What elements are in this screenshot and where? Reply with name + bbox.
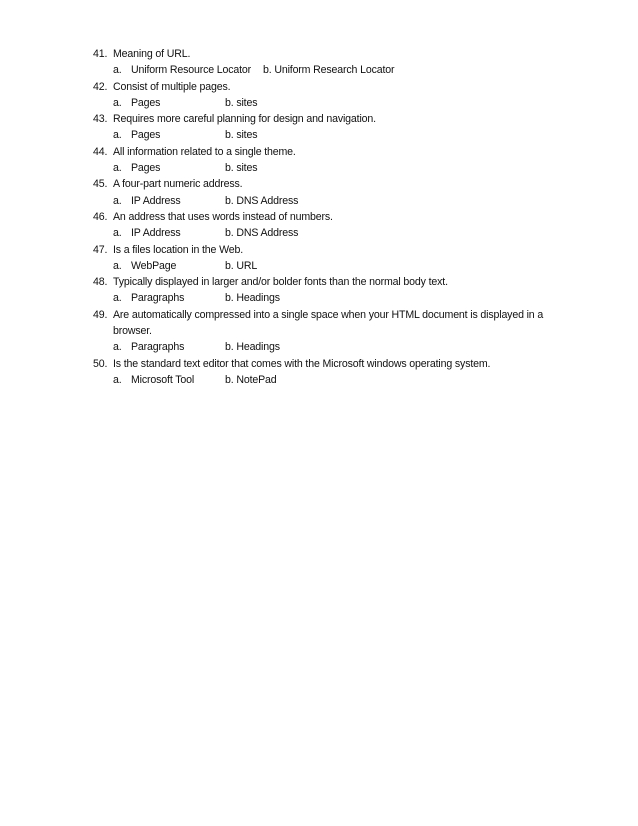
question-42 — [93, 79, 563, 95]
question-list — [93, 46, 563, 388]
option-b: b. URL — [225, 259, 258, 272]
option-letter: a. — [113, 259, 122, 272]
option-a: Pages — [131, 129, 161, 142]
option-b: b. sites — [225, 162, 258, 175]
option-b: b. Headings — [225, 292, 280, 305]
answer-options-47 — [93, 258, 563, 274]
question-49 — [93, 307, 563, 340]
question-47 — [93, 242, 563, 258]
question-number: 45. — [93, 178, 108, 191]
question-number: 47. — [93, 243, 108, 256]
option-letter: a. — [113, 64, 122, 77]
option-a: Uniform Resource Locator — [131, 64, 252, 77]
option-letter: a. — [113, 162, 122, 175]
option-letter: a. — [113, 129, 122, 142]
option-b: b. NotePad — [225, 373, 277, 386]
question-text: Is a files location in the Web. — [113, 243, 244, 256]
answer-options-41 — [93, 62, 563, 78]
question-number: 48. — [93, 276, 108, 289]
answer-options-44 — [93, 160, 563, 176]
option-letter: a. — [113, 194, 122, 207]
question-41 — [93, 46, 563, 62]
option-a: IP Address — [131, 227, 181, 240]
question-number: 50. — [93, 357, 108, 370]
answer-options-43 — [93, 127, 563, 143]
option-letter: a. — [113, 341, 122, 354]
option-a: Pages — [131, 96, 161, 109]
option-b: b. Uniform Research Locator — [263, 64, 395, 77]
option-b: b. DNS Address — [225, 194, 299, 207]
answer-options-42 — [93, 95, 563, 111]
question-50 — [93, 356, 563, 372]
question-text: A four-part numeric address. — [113, 178, 243, 191]
question-text: Consist of multiple pages. — [113, 80, 231, 93]
question-number: 44. — [93, 145, 108, 158]
question-number: 49. — [93, 308, 108, 321]
option-letter: a. — [113, 227, 122, 240]
answer-options-50 — [93, 372, 563, 388]
question-48 — [93, 274, 563, 290]
question-46 — [93, 209, 563, 225]
option-a: Paragraphs — [131, 341, 185, 354]
question-number: 42. — [93, 80, 108, 93]
question-text: Typically displayed in larger and/or bolder fonts than the normal body text. — [113, 276, 448, 289]
question-text: An address that uses words instead of numbers. — [113, 210, 333, 223]
question-44 — [93, 144, 563, 160]
question-number: 46. — [93, 210, 108, 223]
option-a: Microsoft Tool — [131, 373, 195, 386]
question-text: Are automatically compressed into a single space when your HTML document is displayed in a browser. — [113, 308, 544, 338]
question-number: 41. — [93, 48, 108, 60]
question-number: 43. — [93, 113, 108, 126]
option-a: IP Address — [131, 194, 181, 207]
option-b: b. DNS Address — [225, 227, 299, 240]
answer-options-46 — [93, 225, 563, 241]
option-a: Paragraphs — [131, 292, 185, 305]
option-b: b. Headings — [225, 341, 280, 354]
question-45 — [93, 176, 563, 192]
option-letter: a. — [113, 373, 122, 386]
question-text: Meaning of URL. — [113, 48, 191, 60]
option-a: Pages — [131, 162, 161, 175]
question-43 — [93, 111, 563, 127]
option-a: WebPage — [131, 259, 177, 272]
option-b: b. sites — [225, 129, 258, 142]
question-text: All information related to a single theme. — [113, 145, 296, 158]
option-letter: a. — [113, 96, 122, 109]
option-letter: a. — [113, 292, 122, 305]
answer-options-48 — [93, 290, 563, 306]
answer-options-45 — [93, 193, 563, 209]
answer-options-49 — [93, 339, 563, 355]
question-text: Requires more careful planning for design and navigation. — [113, 113, 376, 126]
option-b: b. sites — [225, 96, 258, 109]
question-text: Is the standard text editor that comes with the Microsoft windows operating system. — [113, 357, 491, 370]
